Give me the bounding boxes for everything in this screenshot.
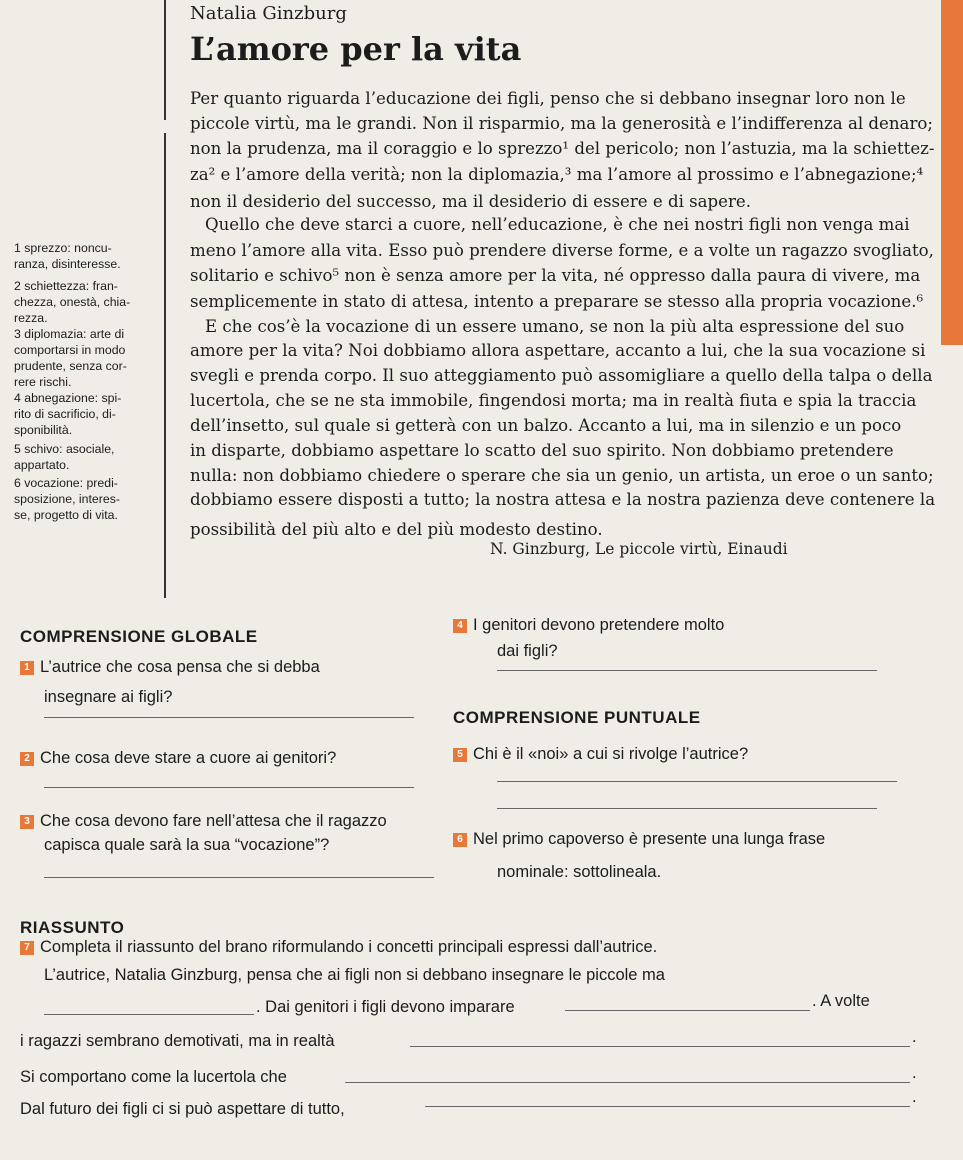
reading-line: dobbiamo essere disposti a tutto; la nostra attesa e la nostra pazienza deve contenere la xyxy=(190,490,936,509)
footnote-line: rito di sacrificio, di- xyxy=(14,407,116,421)
footnote-line: sposizione, interes- xyxy=(14,492,120,506)
reading-line: Quello che deve starci a cuore, nell’educazione, è che nei nostri figli non venga mai xyxy=(205,215,910,234)
reading-line: E che cos’è la vocazione di un essere umano, se non la più alta espressione del suo xyxy=(205,317,905,336)
reading-line: in disparte, dobbiamo aspettare lo scatto del suo spirito. Non dobbiamo pretendere xyxy=(190,441,894,460)
question-text: Nel primo capoverso è presente una lunga frase xyxy=(473,830,826,848)
margin-rule xyxy=(164,133,166,598)
question-6 xyxy=(453,828,825,850)
question-text: L’autrice che cosa pensa che si debba xyxy=(40,658,320,676)
reading-line: possibilità del più alto e del più modesto destino. xyxy=(190,520,603,539)
reading-title: L’amore per la vita xyxy=(190,30,522,68)
reading-line: non il desiderio del successo, ma il desiderio di essere e di sapere. xyxy=(190,192,752,211)
question-number: 2 xyxy=(20,752,34,766)
footnote-line: prudente, senza cor- xyxy=(14,359,127,373)
summary-blank-2[interactable] xyxy=(565,1010,810,1011)
question-number: 3 xyxy=(20,815,34,829)
summary-dot-5: . xyxy=(912,1088,917,1106)
summary-blank-1[interactable] xyxy=(44,1014,254,1015)
source-citation: N. Ginzburg, Le piccole virtù, Einaudi xyxy=(490,540,788,558)
summary-line-3: i ragazzi sembrano demotivati, ma in realtà xyxy=(20,1032,335,1050)
question-5 xyxy=(453,743,748,765)
margin-rule-top xyxy=(164,0,166,120)
question-4 xyxy=(453,614,724,636)
summary-line-5: Dal futuro dei figli ci si può aspettare di tutto, xyxy=(20,1100,345,1118)
reading-line: nulla: non dobbiamo chiedere o sperare che sia un genio, un artista, un eroe o un santo; xyxy=(190,466,934,485)
reading-line: za² e l’amore della verità; non la diplomazia,³ ma l’amore al prossimo e l’abnegazione;⁴ xyxy=(190,165,924,184)
summary-blank-5[interactable] xyxy=(425,1106,910,1107)
answer-line-3[interactable] xyxy=(44,877,434,878)
answer-line-4[interactable] xyxy=(497,670,877,671)
footnote-line: rere rischi. xyxy=(14,375,72,389)
reading-line: meno l’amore alla vita. Esso può prendere diverse forme, e a volte un ragazzo svogliato, xyxy=(190,241,934,260)
summary-dot-3: . xyxy=(912,1028,917,1046)
question-1-cont: insegnare ai figli? xyxy=(44,688,173,706)
question-text: Che cosa devono fare nell’attesa che il ragazzo xyxy=(40,812,387,830)
reading-line: lucertola, che se ne sta immobile, fingendosi morta; ma in realtà fiuta e spia la traccia xyxy=(190,391,917,410)
reading-line: svegli e prenda corpo. Il suo atteggiamento può assomigliare a quello della talpa o della xyxy=(190,366,933,385)
question-number: 1 xyxy=(20,661,34,675)
answer-line-5b[interactable] xyxy=(497,808,877,809)
summary-line-2a: . Dai genitori i figli devono imparare xyxy=(256,998,515,1016)
comprensione-puntuale-heading: COMPRENSIONE PUNTUALE xyxy=(453,708,701,727)
question-6-cont: nominale: sottolineala. xyxy=(497,863,662,881)
reading-line: Per quanto riguarda l’educazione dei figli, penso che si debbano insegnar loro non le xyxy=(190,89,906,108)
answer-line-1[interactable] xyxy=(44,717,414,718)
reading-line: dell’insetto, sul quale si getterà con un balzo. Accanto a lui, ma in silenzio e un poco xyxy=(190,416,902,435)
answer-line-2[interactable] xyxy=(44,787,414,788)
reading-line: amore per la vita? Noi dobbiamo allora aspettare, accanto a lui, che la sua vocazione si xyxy=(190,341,926,360)
reading-line: semplicemente in stato di attesa, intento a preparare se stesso alla propria vocazione.⁶ xyxy=(190,292,924,311)
question-number: 4 xyxy=(453,619,467,633)
footnote-line: 6 vocazione: predi- xyxy=(14,476,118,490)
question-text: Che cosa deve stare a cuore ai genitori? xyxy=(40,749,337,767)
question-4-cont: dai figli? xyxy=(497,642,558,660)
summary-line-2b: . A volte xyxy=(812,992,870,1010)
footnote-line: rezza. xyxy=(14,311,48,325)
footnote-line: 5 schivo: asociale, xyxy=(14,442,115,456)
summary-blank-4[interactable] xyxy=(345,1082,910,1083)
reading-line: non la prudenza, ma il coraggio e lo sprezzo¹ del pericolo; non l’astuzia, ma la schiettez- xyxy=(190,139,935,158)
footnote-line: comportarsi in modo xyxy=(14,343,126,357)
question-text: Chi è il «noi» a cui si rivolge l’autrice? xyxy=(473,745,749,763)
footnote-line: ranza, disinteresse. xyxy=(14,257,121,271)
comprensione-globale-heading: COMPRENSIONE GLOBALE xyxy=(20,627,258,646)
question-7 xyxy=(20,936,657,958)
answer-line-5[interactable] xyxy=(497,781,897,782)
footnote-line: 2 schiettezza: fran- xyxy=(14,279,118,293)
summary-line-1: L’autrice, Natalia Ginzburg, pensa che ai figli non si debbano insegnare le piccole ma xyxy=(44,966,665,984)
question-text: Completa il riassunto del brano riformulando i concetti principali espressi dall’autrice. xyxy=(40,938,658,956)
footnote-line: 1 sprezzo: noncu- xyxy=(14,241,112,255)
reading-line: solitario e schivo⁵ non è senza amore per la vita, né oppresso dalla paura di vivere, ma xyxy=(190,266,921,285)
riassunto-heading: RIASSUNTO xyxy=(20,918,125,937)
question-number: 6 xyxy=(453,833,467,847)
question-number: 5 xyxy=(453,748,467,762)
summary-blank-3[interactable] xyxy=(410,1046,910,1047)
question-2 xyxy=(20,747,336,769)
summary-line-4: Si comportano come la lucertola che xyxy=(20,1068,287,1086)
footnote-line: 4 abnegazione: spi- xyxy=(14,391,122,405)
footnote-line: appartato. xyxy=(14,458,70,472)
page-edge-tab xyxy=(941,0,963,345)
footnote-line: chezza, onestà, chia- xyxy=(14,295,131,309)
footnote-line: 3 diplomazia: arte di xyxy=(14,327,125,341)
footnote-line: sponibilità. xyxy=(14,423,73,437)
question-1 xyxy=(20,656,320,678)
author-name: Natalia Ginzburg xyxy=(190,3,347,24)
question-3 xyxy=(20,810,387,832)
question-3-cont: capisca quale sarà la sua “vocazione”? xyxy=(44,836,330,854)
question-number: 7 xyxy=(20,941,34,955)
question-text: I genitori devono pretendere molto xyxy=(473,616,725,634)
summary-dot-4: . xyxy=(912,1064,917,1082)
footnote-line: se, progetto di vita. xyxy=(14,508,118,522)
reading-line: piccole virtù, ma le grandi. Non il risparmio, ma la generosità e l’indifferenza al denaro; xyxy=(190,114,933,133)
